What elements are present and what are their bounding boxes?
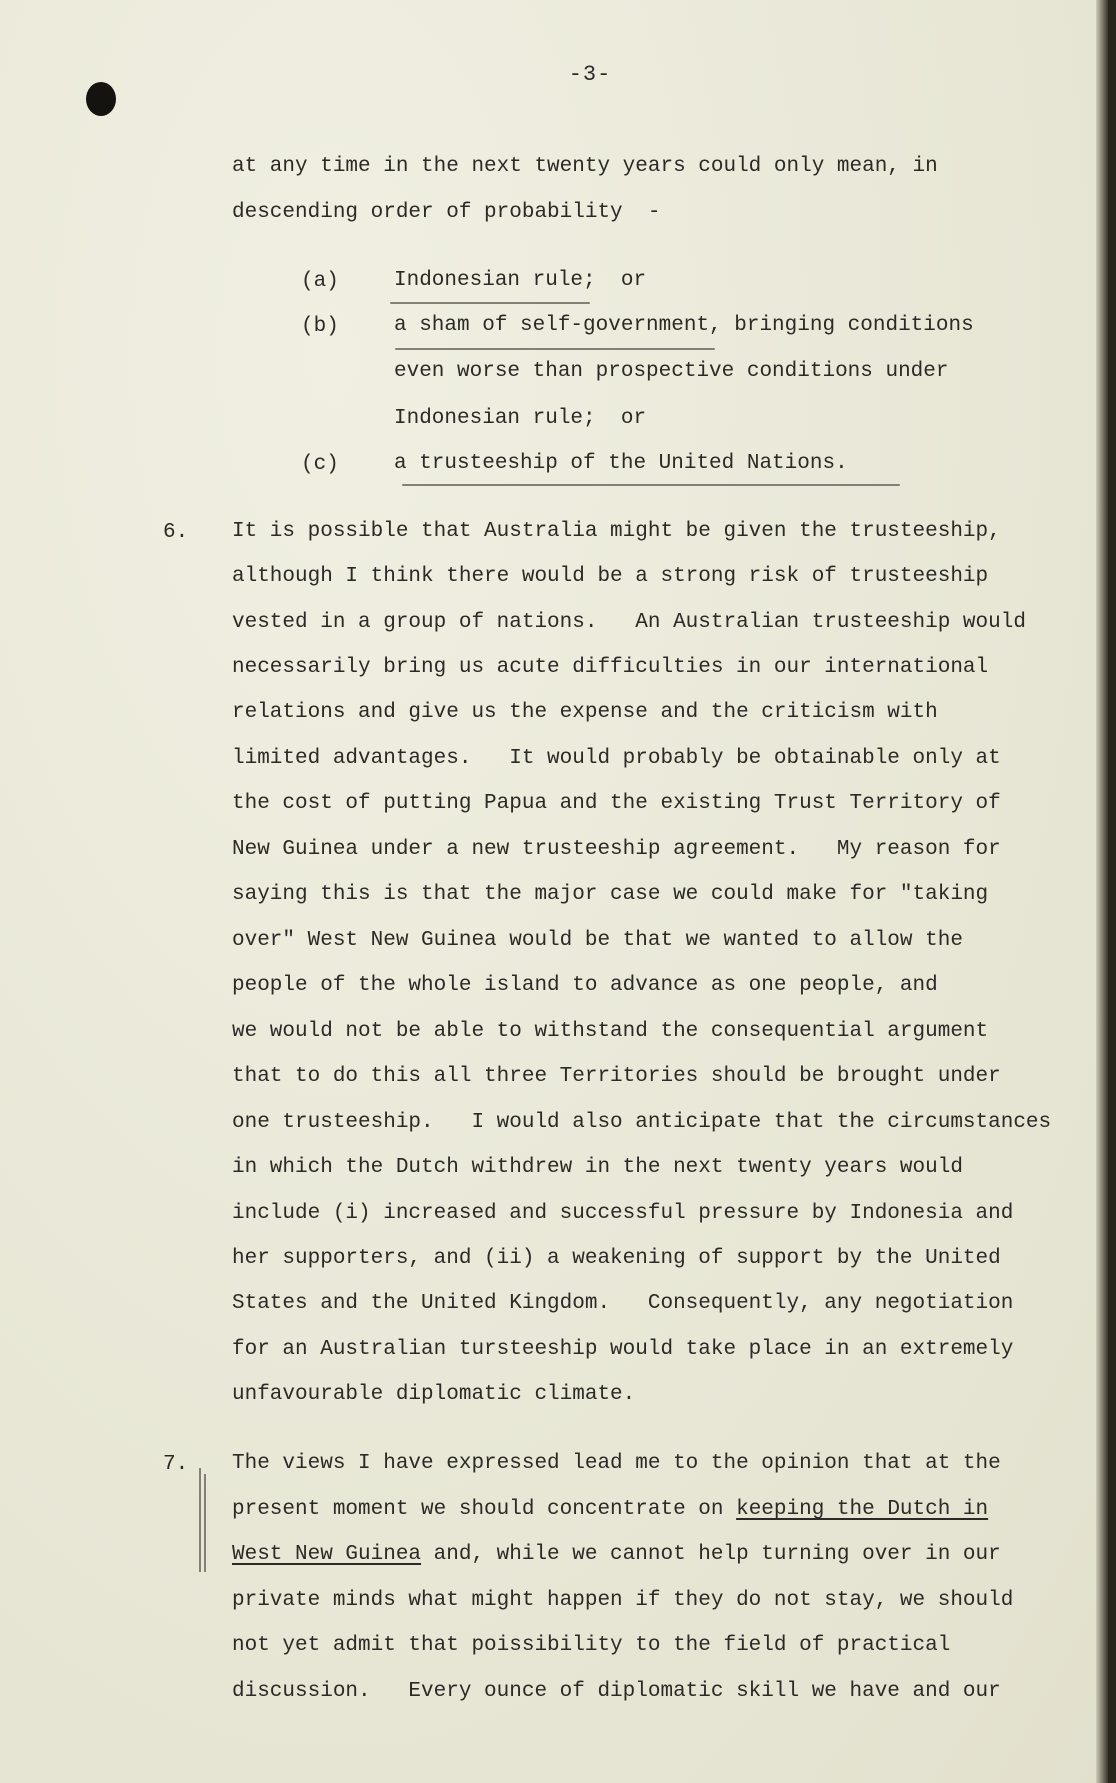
para6-line: people of the whole island to advance as one people, and [232,974,938,997]
para6-line: the cost of putting Papua and the existing Trust Territory of [232,792,1001,815]
intro-line: at any time in the next twenty years could only mean, in [232,155,938,178]
para6-line: include (i) increased and successful pressure by Indonesia and [232,1202,1014,1225]
item-label-c: (c) [301,453,339,476]
para6-line: unfavourable diplomatic climate. [232,1383,636,1406]
pencil-underline [390,302,590,304]
para6-line: for an Australian tursteeship would take place in an extremely [232,1338,1014,1361]
para6-line: over" West New Guinea would be that we wanted to allow the [232,929,963,952]
intro-line: descending order of probability - [232,201,661,224]
para6-line: that to do this all three Territories should be brought under [232,1065,1001,1088]
para6-line: although I think there would be a strong risk of trusteeship [232,565,989,588]
item-label-b: (b) [301,315,339,338]
para6-line: States and the United Kingdom. Consequently, any negotiation [232,1292,1014,1315]
para6-line: saying this is that the major case we could make for "taking [232,883,989,906]
page-number: -3- [568,62,612,87]
item-label-a: (a) [301,270,339,293]
para7-line: The views I have expressed lead me to the opinion that at the [232,1452,1001,1475]
para6-line: relations and give us the expense and the criticism with [232,701,938,724]
para6-line: New Guinea under a new trusteeship agreement. My reason for [232,838,1001,861]
pencil-underline [395,348,715,350]
page-edge [1096,0,1108,1783]
item-b-line: even worse than prospective conditions under [394,360,949,383]
margin-mark [199,1468,201,1572]
para6-line: It is possible that Australia might be given the trusteeship, [232,520,1001,543]
para7-line: private minds what might happen if they do not stay, we should [232,1589,1014,1612]
item-c-line: a trusteeship of the United Nations. [394,452,848,475]
para6-line: vested in a group of nations. An Australian trusteeship would [232,611,1026,634]
para6-line: limited advantages. It would probably be obtainable only at [232,747,1001,770]
para7-line-text: present moment we should concentrate on [232,1498,737,1521]
para6-line: necessarily bring us acute difficulties in our international [232,656,989,679]
para6-line: one trusteeship. I would also anticipate that the circumstances [232,1111,1052,1134]
para6-line: her supporters, and (ii) a weakening of support by the United [232,1247,1001,1270]
punch-hole [86,82,116,116]
para7-line [232,1544,1001,1565]
paragraph-number-7: 7. [163,1453,189,1476]
para6-line: we would not be able to withstand the consequential argument [232,1020,989,1043]
para7-line: discussion. Every ounce of diplomatic skill we have and our [232,1680,1001,1703]
underlined-phrase: keeping the Dutch in [736,1498,989,1521]
para7-line: not yet admit that poissibility to the field of practical [232,1634,951,1657]
item-a-line: Indonesian rule; or [394,269,647,292]
para7-line-text: and, while we cannot help turning over in our [421,1543,1001,1566]
underlined-phrase: West New Guinea [232,1543,422,1566]
paragraph-number-6: 6. [163,521,189,544]
para7-line [232,1499,988,1520]
item-b-line: Indonesian rule; or [394,407,647,430]
item-b-line: a sham of self-government, bringing conditions [394,314,974,337]
para6-line: in which the Dutch withdrew in the next twenty years would [232,1156,963,1179]
margin-mark [204,1474,206,1572]
pencil-underline [402,484,900,486]
